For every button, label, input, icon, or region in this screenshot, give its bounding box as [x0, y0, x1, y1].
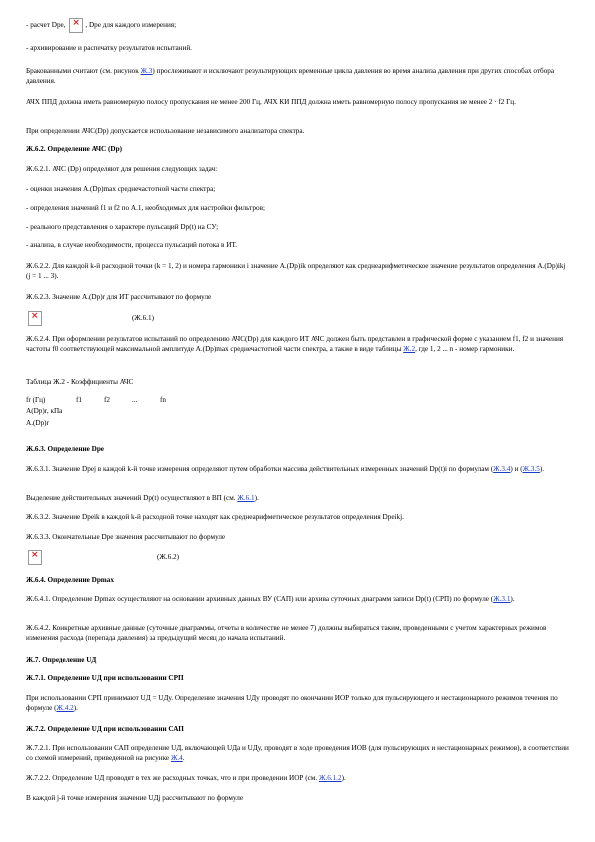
paragraph: Ж.6.2.1. АЧС (Dp) определяют для решения следующих задач:	[26, 165, 218, 173]
link-formula-zh42[interactable]: Ж.4.2	[56, 704, 74, 713]
paragraph: Ж.7.2.2. Определение UД проводят в тех же расходных точках, что и при проведении ИОР (см. Ж.6.1.2).	[26, 774, 346, 782]
broken-image-icon	[28, 550, 42, 565]
coefficients-table	[26, 395, 571, 429]
table-row	[26, 406, 188, 417]
paragraph: Ж.6.4.2. Конкретные архивные данные (суточные диаграммы, отчеты в количестве не менее 7) должны выбираться таким, проведенными с учетом характерных режимов изменения расхода (перепада давления) за предыдущий месяц до начала испытаний.	[26, 624, 547, 643]
formula-row	[26, 311, 571, 326]
table-cell: A(Dp)r, кПа	[26, 407, 63, 416]
broken-image-icon	[69, 18, 83, 33]
table-caption: Таблица Ж.2 - Коэффициенты АЧС	[26, 378, 134, 386]
list-line: - реального представления о характере пульсаций Dp(t) на СУ;	[26, 223, 219, 231]
list-line: - архивирование и распечатку результатов испытаний.	[26, 44, 192, 52]
section-heading: Ж.7.1. Определение UД при использовании СРП	[26, 674, 184, 682]
paragraph: Ж.6.2.3. Значение A.(Dp)r для ИТ рассчитывают по формуле	[26, 293, 212, 301]
link-formula-zh35[interactable]: Ж.3.5	[522, 465, 540, 473]
formula-row	[26, 550, 571, 565]
paragraph: Ж.6.2.2. Для каждой k-й расходной точки (k = 1, 2) и номера гармоники i значение A.(Dp)ik определяют как среднеарифметическое значение результатов определения A.(Dp)ikj (j = 1 ... 3).	[26, 262, 566, 281]
list-line: - расчет Dpe, × , Dpe для каждого измерения;	[26, 18, 571, 33]
paragraph: Бракованными считают (см. рисунок Ж.3) прослеживают и исключают результирующих временные цикла давления во время анализа давления при других способах отбора давления.	[26, 67, 555, 86]
section-heading: Ж.6.3. Определение Dpe	[26, 445, 105, 453]
table-header-cell: fr (Гц)	[26, 396, 46, 404]
link-section-zh61[interactable]: Ж.6.1	[237, 494, 255, 502]
paragraph: При определении АЧС(Dp) допускается использование независимого анализатора спектра.	[26, 127, 305, 135]
link-formula-zh34[interactable]: Ж.3.4	[493, 465, 511, 473]
table-cell: A.(Dp)r	[26, 418, 49, 427]
paragraph: Ж.7.2.1. При использовании САП определение UД, включающей UДа и UДу, проводят в ходе проведения ИОВ (для пульсирующих и нестационарных режимов), в соответствии со схемой измерений, приведенной на рисунке Ж.4.	[26, 744, 569, 763]
link-figure-zh3[interactable]: Ж.3	[140, 67, 153, 75]
paragraph: Ж.6.3.1. Значение Dpej в каждой k-й точке измерения определяют путем обработки массива действительных измеренных значений Dp(t)i по формулам (Ж.3.4) и (Ж.3.5).	[26, 465, 545, 473]
table-header-cell: f2	[104, 396, 110, 404]
section-heading: Ж.7.2. Определение UД при использовании САП	[26, 725, 184, 733]
paragraph: При использовании СРП принимают UД = UДу. Определение значения UДу проводят по окончании ИОР только для пульсирующего и нестационарного режимов течения по формуле (Ж.4.2).	[26, 694, 558, 713]
link-figure-zh4[interactable]: Ж.4	[170, 754, 183, 763]
link-formula-zh31[interactable]: Ж.3.1	[493, 595, 511, 603]
paragraph: В каждой j-й точке измерения значение UДj рассчитывают по формуле	[26, 794, 244, 802]
link-table-zh2[interactable]: Ж.2	[403, 345, 416, 354]
table-header-cell: f1	[76, 396, 82, 404]
list-line: - оценки значения A.(Dp)max среднечастотной части спектра;	[26, 185, 216, 193]
table-row	[26, 395, 188, 406]
paragraph: Выделение действительных значений Dp(t) осуществляют в ВП (см. Ж.6.1).	[26, 494, 259, 502]
list-line: - определения значений f1 и f2 по A.1, необходимых для настройки фильтров;	[26, 204, 265, 212]
section-heading: Ж.6.4. Определение Dpmax	[26, 576, 114, 584]
broken-image-icon	[28, 311, 42, 326]
paragraph: Ж.6.4.1. Определение Dpmax осуществляют на основании архивных данных ВУ (САП) или архива суточных диаграмм записи Dp(t) (СРП) по формуле (Ж.3.1).	[26, 595, 515, 603]
list-line: - анализа, в случае необходимости, процесса пульсаций потока в ИТ.	[26, 241, 237, 249]
section-heading: Ж.7. Определение UД	[26, 656, 97, 664]
table-row	[26, 418, 188, 429]
link-section-zh612[interactable]: Ж.6.1.2	[318, 774, 342, 782]
paragraph: Ж.6.3.2. Значение Dpeik в каждой k-й расходной точке находят как среднеарифметическое результатов определения Dpeikj.	[26, 513, 404, 521]
formula-number: (Ж.6.1)	[132, 314, 155, 323]
paragraph: Ж.6.3.3. Окончательные Dpe значения рассчитывают по формуле	[26, 533, 226, 541]
table-header-cell: ...	[132, 396, 138, 404]
paragraph: Ж.6.2.4. При оформлении результатов испытаний по определению АЧС(Dp) для каждого ИТ АЧС должен быть представлен в графической форме с указанием f1, f2 и значения частоты f0 соответствующей максимальной амплитуде A.(Dp)max среднечастотной части спектра, а также в виде таблицы Ж.2, где 1, 2 ... n - номер гармоники.	[26, 335, 564, 354]
section-heading: Ж.6.2. Определение АЧС (Dp)	[26, 145, 122, 153]
paragraph: АЧХ ППД должна иметь равномерную полосу пропускания не менее 200 Гц, АЧХ КИ ППД должна иметь равномерную полосу пропускания не менее 2 · f2 Гц.	[26, 98, 516, 106]
table-header-cell: fn	[160, 396, 166, 404]
formula-number: (Ж.6.2)	[157, 553, 180, 562]
